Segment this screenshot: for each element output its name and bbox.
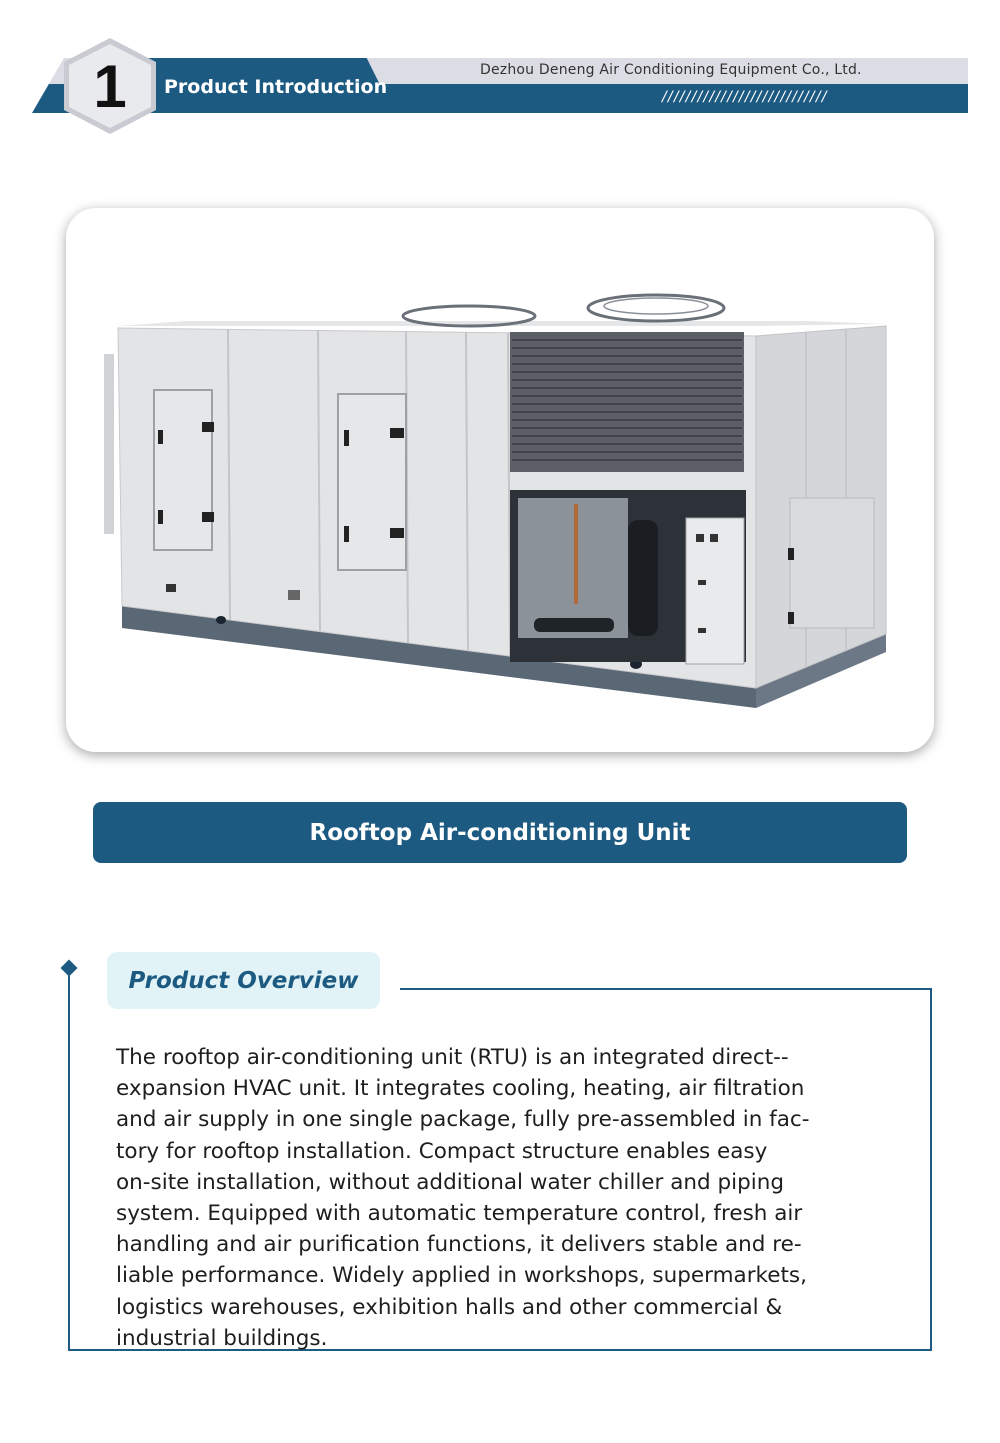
product-name: Rooftop Air-conditioning Unit bbox=[309, 819, 691, 846]
header-underline bbox=[32, 111, 968, 113]
overview-paragraph bbox=[116, 1042, 888, 1354]
overview-line: industrial buildings. bbox=[116, 1325, 328, 1351]
product-name-bar bbox=[93, 802, 907, 863]
company-name: Dezhou Deneng Air Conditioning Equipment Co., Ltd. bbox=[480, 62, 862, 78]
overview-line: on-site installation, without additional water chiller and piping bbox=[116, 1169, 785, 1195]
section-title: Product Introduction bbox=[164, 76, 388, 98]
overview-heading-tab bbox=[107, 952, 380, 1009]
overview-line: liable performance. Widely applied in workshops, supermarkets, bbox=[116, 1263, 807, 1289]
overview-line: and air supply in one single package, fully pre-assembled in fac- bbox=[116, 1107, 810, 1133]
overview-border-left bbox=[68, 970, 70, 1351]
diamond-bullet-icon bbox=[61, 960, 78, 977]
overview-heading: Product Overview bbox=[128, 967, 359, 994]
overview-border-top bbox=[400, 988, 932, 990]
overview-line: system. Equipped with automatic temperature control, fresh air bbox=[116, 1201, 803, 1227]
overview-line: expansion HVAC unit. It integrates cooling, heating, air filtration bbox=[116, 1076, 805, 1102]
header-slash-decoration: //////////////////////////// bbox=[662, 89, 828, 105]
section-number: 1 bbox=[93, 52, 127, 120]
overview-border-right bbox=[930, 988, 932, 1351]
overview-line: The rooftop air-conditioning unit (RTU) is an integrated direct-- bbox=[116, 1045, 789, 1070]
overview-line: handling and air purification functions, it delivers stable and re- bbox=[116, 1232, 802, 1258]
rooftop-unit-image bbox=[66, 208, 934, 752]
overview-line: tory for rooftop installation. Compact structure enables easy bbox=[116, 1138, 768, 1164]
overview-line: logistics warehouses, exhibition halls and other commercial & bbox=[116, 1294, 783, 1320]
